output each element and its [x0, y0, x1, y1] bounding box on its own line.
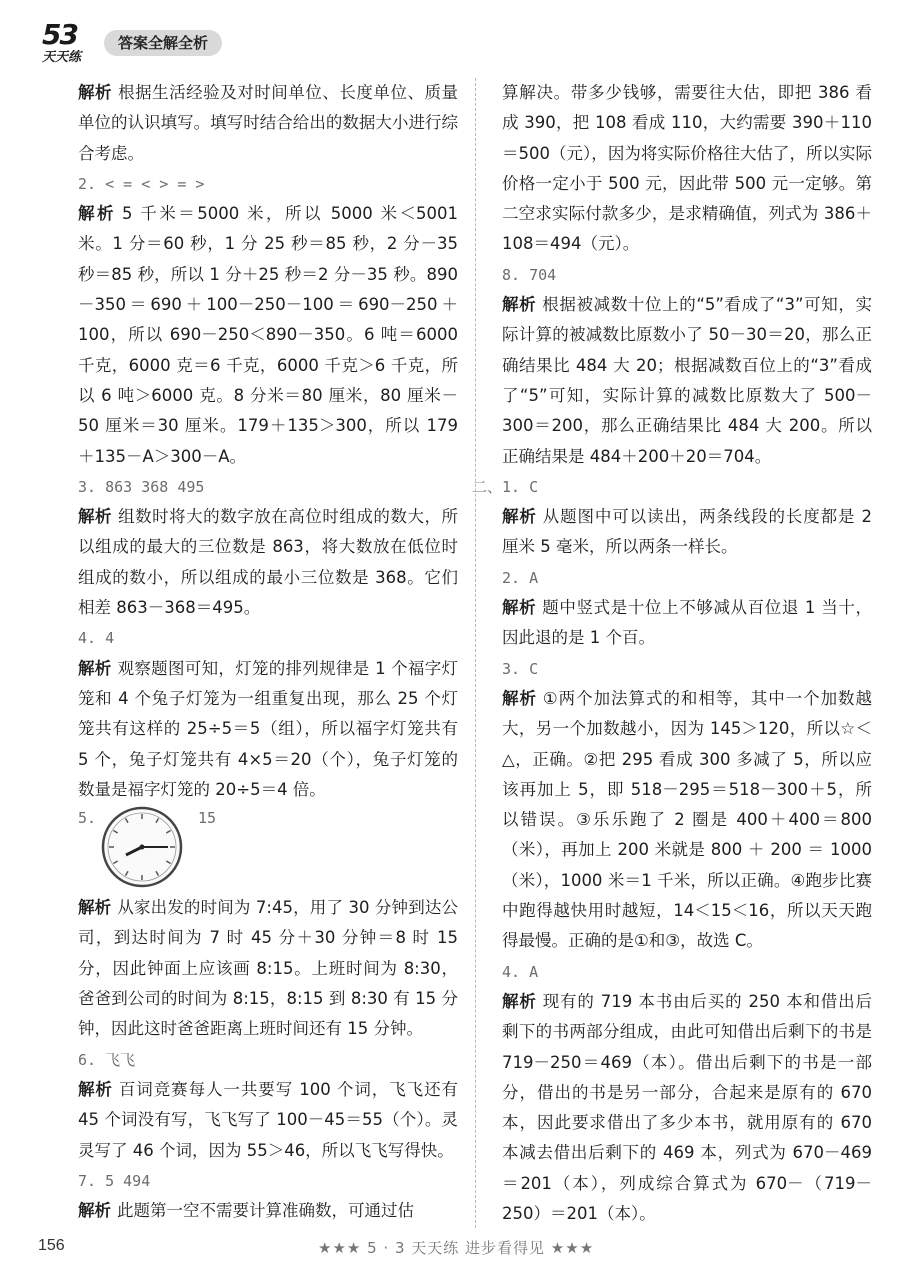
analysis-5: [78, 893, 458, 1044]
brand-logo: [38, 18, 100, 65]
right-column: [472, 78, 873, 1229]
analysis-label: 解析: [78, 898, 112, 918]
analysis-2-2: [502, 593, 872, 654]
analysis-3: [78, 502, 458, 623]
analysis-text: 根据生活经验及对时间单位、长度单位、质量单位的认识填写。填写时结合给出的数据大小进行综合考虑。: [78, 83, 459, 163]
answer-2-1: [472, 472, 872, 502]
analysis-7: [78, 1196, 458, 1226]
analysis-label: 解析: [78, 507, 113, 527]
analysis-2-1: [502, 502, 872, 563]
analysis-text: 此题第一空不需要计算准确数，可通过估: [117, 1201, 414, 1221]
analysis-text: 百词竞赛每人一共要写 100 个词，飞飞还有 45 个词没有写，飞飞写了 100－45＝55（个）。灵灵写了 46 个词，因为 55＞46，所以飞飞写得快。: [78, 1079, 459, 1160]
analysis-text: 根据被减数十位上的“5”看成了“3”可知，实际计算的被减数比原数小了 50－30＝20，那么正确结果比 484 大 20；根据减数百位上的“3”看成了“5”可知，实际计算的减数比原数大了 500－300＝200，那么正确结果比 484 大 200。所以正确结果是 484＋200＋20＝704。: [502, 295, 872, 466]
answer-2-2: 2. A: [502, 568, 539, 587]
answer-4: 4. 4: [78, 629, 115, 648]
analysis-text: 观察题图可知，灯笼的排列规律是 1 个福字灯笼和 4 个兔子灯笼为一组重复出现，那么 25 个灯笼共有这样的 25÷5＝5（组），所以福字灯笼共有 5 个，兔子灯笼共有 4×5＝20（个），兔子灯笼的数量是福字灯笼的 20÷5＝4 倍。: [78, 658, 458, 799]
clock-face-icon: [100, 805, 184, 889]
analysis-6: [78, 1075, 458, 1166]
answer-6: 6. 飞飞: [78, 1050, 136, 1069]
page-number: 156: [38, 1237, 65, 1254]
logo-number: 53: [42, 18, 77, 51]
analysis-text: 从题图中可以读出，两条线段的长度都是 2 厘米 5 毫米，所以两条一样长。: [502, 507, 873, 557]
answer-3: 3. 863 368 495: [78, 477, 205, 496]
column-divider: [475, 78, 476, 1228]
answer-2: 2. < = < > = >: [78, 174, 205, 193]
analysis-label: 解析: [502, 598, 537, 618]
analysis-2-3: [502, 684, 872, 957]
answer-5-minutes: 15: [198, 809, 217, 828]
analysis-label: 解析: [78, 204, 117, 224]
header: [38, 18, 298, 66]
analysis-label: 解析: [78, 1201, 111, 1221]
analysis-text: 5 千米＝5000 米，所以 5000 米＜5001 米。1 分＝60 秒，1 分 25 秒＝85 秒，2 分－35 秒＝85 秒，所以 1 分＋25 秒＝2 分－35 秒。890－350＝690＋100－250－100＝690－250＋100，所以 690－250＜890－350。6 吨＝6000 千克，6000 克＝6 千克，6000 千克＞6 千克，所以 6 吨＞6000 克。8 分米＝80 厘米，80 厘米－50 厘米＝30 厘米。179＋135＞300，所以 179＋135－A＞300－A。: [78, 204, 459, 466]
left-column: [78, 78, 458, 1226]
answer-5: [78, 805, 458, 893]
analysis-text: 组数时将大的数字放在高位时组成的数大，所以组成的最大的三位数是 863，将大数放在低位时组成的数小，所以组成的最小三位数是 368。它们相差 863－368＝495。: [78, 507, 459, 618]
analysis-7-continued: 算解决。带多少钱够，需要往大估，即把 386 看成 390，把 108 看成 110，大约需要 390＋110＝500（元），因为将实际价格往大估了，所以实际价格一定小于 500 元，因此带 500 元一定够。第二空求实际付款多少，是求精确值，列式为 386＋108＝494（元）。: [502, 83, 872, 254]
answer-2-4: 4. A: [502, 962, 539, 981]
analysis-label: 解析: [502, 507, 537, 527]
analysis-4: [78, 654, 458, 805]
analysis-2: [78, 199, 458, 472]
footer-slogan: ★★★ 5 · 3 天天练 进步看得见 ★★★: [318, 1239, 595, 1257]
analysis-text: ①两个加法算式的和相等，其中一个加数越大，另一个加数越小，因为 145＞120，所以☆＜△，正确。②把 295 看成 300 多减了 5，所以应该再加上 5，即 518－295＝518－300＋5，所以错误。③乐乐跑了 2 圈是 400＋400＝800（米），再加上 200 米就是 800 ＋ 200 ＝ 1000（米），1000 米＝1 千米，所以正确。④跑步比赛中跑得越快用时越短，14＜15＜16，所以天天跑得最慢。正确的是①和③，故选 C。: [502, 688, 872, 951]
logo-text: 天天练: [42, 50, 82, 65]
answer-7: 7. 5 494: [78, 1171, 151, 1190]
analysis-label: 解析: [78, 1079, 113, 1099]
analysis-text: 现有的 719 本书由后买的 250 本和借出后剩下的书两部分组成，由此可知借出后剩下的书是 719－250＝469（本）。借出后剩下的书是一部分，借出的书是另一部分，合起来是原有的 670 本，因此要求借出了多少本书，就用原有的 670 本减去借出后剩下的 469 本，列式为 670－469＝201（本），列成综合算式为 670－（719－250）＝201（本）。: [502, 991, 872, 1223]
analysis-label: 解析: [78, 83, 113, 102]
answer-5-number: 5.: [78, 809, 97, 828]
analysis-text: 从家出发的时间为 7:45，用了 30 分钟到达公司，到达时间为 7 时 45 分＋30 分钟＝8 时 15 分，因此钟面上应该画 8:15。上班时间为 8:30，爸爸到公司的时间为 8:15，8:15 到 8:30 有 15 分钟，因此这时爸爸距离上班时间还有 15 分钟。: [78, 898, 458, 1039]
analysis-label: 解析: [502, 991, 537, 1011]
analysis-1: [78, 78, 458, 169]
section-two-label: 二、: [472, 477, 503, 496]
answer-2-3: 3. C: [502, 659, 539, 678]
header-title: 答案全解全析: [104, 30, 222, 56]
analysis-2-4: [502, 987, 872, 1229]
analysis-text: 题中竖式是十位上不够减从百位退 1 当十，因此退的是 1 个百。: [502, 598, 872, 648]
answer-8: 8. 704: [502, 265, 557, 284]
analysis-label: 解析: [502, 688, 537, 708]
analysis-8: [502, 290, 872, 472]
answer-text: 1. C: [502, 477, 539, 496]
analysis-label: 解析: [502, 295, 537, 315]
analysis-label: 解析: [78, 658, 112, 678]
